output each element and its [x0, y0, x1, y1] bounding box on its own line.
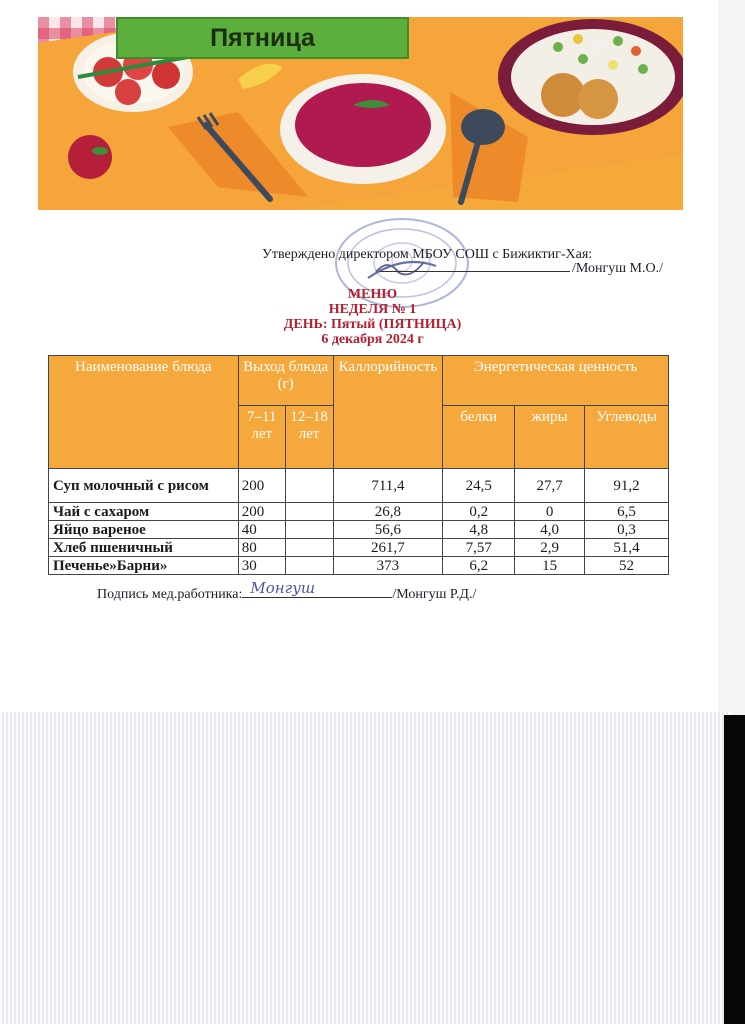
carbs-value: 0,3 [585, 521, 669, 539]
carbs-value: 52 [585, 557, 669, 575]
proteins-value: 7,57 [443, 539, 515, 557]
carbs-value: 6,5 [585, 503, 669, 521]
proteins-value: 6,2 [443, 557, 515, 575]
calories-value: 261,7 [333, 539, 443, 557]
output-7-11: 40 [238, 521, 285, 539]
menu-table [48, 355, 669, 575]
output-7-11: 200 [238, 503, 285, 521]
director-name: /Монгуш М.О./ [572, 261, 663, 276]
proteins-value: 24,5 [443, 469, 515, 503]
header-age-7-11: 7–11 лет [238, 406, 285, 469]
day-title-line: ДЕНЬ: Пятый (ПЯТНИЦА) [283, 317, 462, 332]
header-age-12-18: 12–18 лет [285, 406, 333, 469]
medic-signature-line [97, 579, 477, 603]
approval-text: Утверждено директором МБОУ СОШ с Бижиктиг-Хая: [262, 247, 593, 262]
header-carbs: Углеводы [585, 406, 669, 469]
table-header-row [49, 356, 669, 406]
dish-name: Яйцо вареное [49, 521, 239, 539]
header-fats: жиры [515, 406, 585, 469]
output-12-18 [285, 503, 333, 521]
output-7-11: 200 [238, 469, 285, 503]
dish-name: Хлеб пшеничный [49, 539, 239, 557]
fats-value: 15 [515, 557, 585, 575]
table-row [49, 539, 669, 557]
fats-value: 27,7 [515, 469, 585, 503]
output-12-18 [285, 539, 333, 557]
output-12-18 [285, 557, 333, 575]
dish-name: Чай с сахаром [49, 503, 239, 521]
date-line: 6 декабря 2024 г [321, 332, 424, 347]
proteins-value: 0,2 [443, 503, 515, 521]
output-7-11: 80 [238, 539, 285, 557]
header-proteins: белки [443, 406, 515, 469]
table-row [49, 521, 669, 539]
calories-value: 373 [333, 557, 443, 575]
header-calories: Каллорийность [333, 356, 443, 469]
output-7-11: 30 [238, 557, 285, 575]
fats-value: 2,9 [515, 539, 585, 557]
fats-value: 0 [515, 503, 585, 521]
scan-blank-area [0, 712, 730, 1024]
carbs-value: 91,2 [585, 469, 669, 503]
proteins-value: 4,8 [443, 521, 515, 539]
dish-name: Печенье»Барни» [49, 557, 239, 575]
output-12-18 [285, 469, 333, 503]
calories-value: 711,4 [333, 469, 443, 503]
header-name: Наименование блюда [49, 356, 239, 469]
medic-handwritten-signature: Монгуш [250, 579, 316, 597]
medic-signature-field [242, 579, 392, 598]
dish-name: Суп молочный с рисом [49, 469, 239, 503]
table-row [49, 469, 669, 503]
fats-value: 4,0 [515, 521, 585, 539]
director-signature-field [380, 271, 570, 272]
approval-signature-line [380, 261, 663, 277]
menu-title: МЕНЮ [347, 287, 398, 302]
day-title: Пятница [210, 23, 315, 52]
table-row [49, 557, 669, 575]
week-title: НЕДЕЛЯ № 1 [328, 302, 417, 317]
carbs-value: 51,4 [585, 539, 669, 557]
table-row [49, 503, 669, 521]
menu-banner [38, 17, 683, 210]
calories-value: 26,8 [333, 503, 443, 521]
medic-name: /Монгуш Р.Д./ [392, 587, 477, 602]
calories-value: 56,6 [333, 521, 443, 539]
medic-label: Подпись мед.работника: [97, 587, 243, 602]
day-title-tab [116, 17, 409, 59]
output-12-18 [285, 521, 333, 539]
header-output: Выход блюда (г) [238, 356, 333, 406]
scan-dark-edge [724, 715, 745, 1024]
header-energy: Энергетическая ценность [443, 356, 669, 406]
